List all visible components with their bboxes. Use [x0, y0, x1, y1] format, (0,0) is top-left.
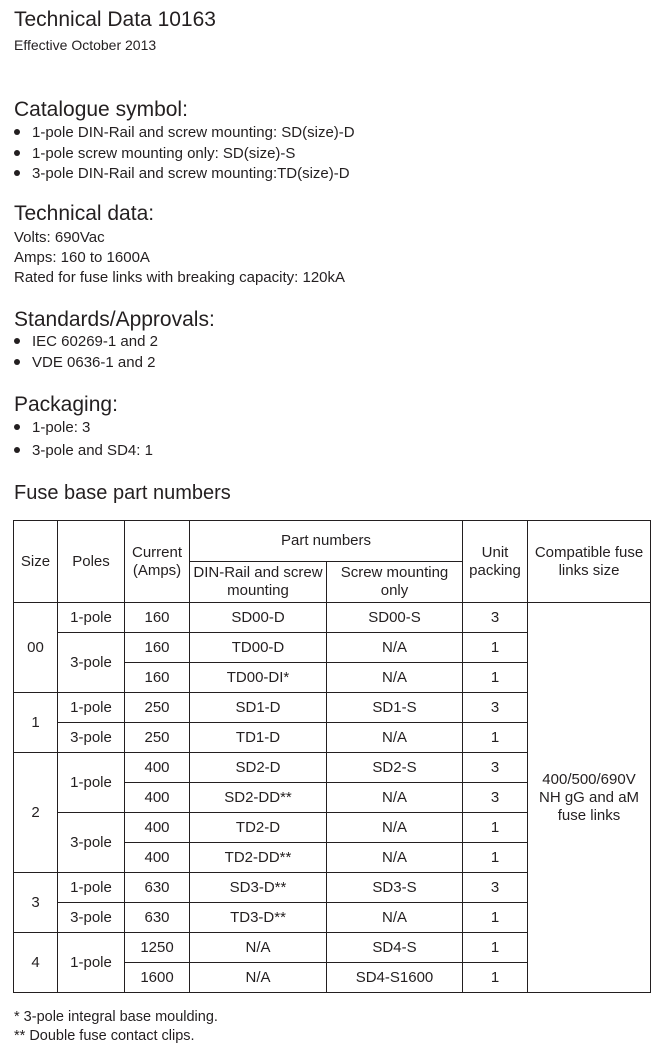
catalogue-item-text: 1-pole DIN-Rail and screw mounting: SD(size)-D [32, 124, 355, 141]
cell-current: 250 [125, 693, 190, 723]
packaging-heading: Packaging: [14, 393, 118, 416]
document-date: Effective October 2013 [14, 37, 157, 53]
header-compatible: Compatible fuse links size [528, 521, 651, 603]
bullet-icon [14, 150, 20, 156]
cell-screw-part: SD1-S [327, 693, 463, 723]
standards-item-text: IEC 60269-1 and 2 [32, 333, 158, 350]
cell-din-part: TD00-DI* [190, 663, 327, 693]
cell-poles: 1-pole [58, 933, 125, 993]
cell-poles: 1-pole [58, 873, 125, 903]
technical-heading: Technical data: [14, 202, 155, 225]
cell-poles: 3-pole [58, 723, 125, 753]
cell-unit: 1 [463, 663, 528, 693]
packaging-item-text: 3-pole and SD4: 1 [32, 442, 153, 459]
cell-unit: 3 [463, 753, 528, 783]
fuse-base-table [13, 520, 651, 993]
cell-size: 1 [14, 693, 58, 753]
bullet-icon [14, 338, 20, 344]
header-screw-mounting: Screw mounting only [327, 562, 463, 603]
cell-din-part: TD3-D** [190, 903, 327, 933]
cell-current: 630 [125, 903, 190, 933]
document-title: Technical Data 10163 [14, 8, 216, 31]
packaging-item [14, 419, 90, 436]
bullet-icon [14, 359, 20, 365]
bullet-icon [14, 170, 20, 176]
cell-din-part: TD1-D [190, 723, 327, 753]
cell-current: 1600 [125, 963, 190, 993]
cell-din-part: SD2-DD** [190, 783, 327, 813]
table-heading: Fuse base part numbers [14, 482, 231, 504]
cell-unit: 1 [463, 843, 528, 873]
cell-screw-part: N/A [327, 723, 463, 753]
cell-poles: 3-pole [58, 633, 125, 693]
cell-unit: 3 [463, 693, 528, 723]
cell-screw-part: N/A [327, 663, 463, 693]
cell-poles: 1-pole [58, 753, 125, 813]
cell-din-part: SD00-D [190, 603, 327, 633]
standards-item-text: VDE 0636-1 and 2 [32, 354, 156, 371]
cell-din-part: TD2-DD** [190, 843, 327, 873]
cell-poles: 1-pole [58, 693, 125, 723]
packaging-item-text: 1-pole: 3 [32, 419, 91, 436]
cell-unit: 1 [463, 633, 528, 663]
bullet-icon [14, 424, 20, 430]
cell-screw-part: N/A [327, 903, 463, 933]
catalogue-item-text: 3-pole DIN-Rail and screw mounting:TD(size)-D [32, 165, 350, 182]
cell-din-part: SD2-D [190, 753, 327, 783]
cell-current: 160 [125, 663, 190, 693]
bullet-icon [14, 129, 20, 135]
cell-current: 1250 [125, 933, 190, 963]
cell-screw-part: N/A [327, 633, 463, 663]
standards-heading: Standards/Approvals: [14, 308, 215, 331]
cell-din-part: SD1-D [190, 693, 327, 723]
cell-current: 250 [125, 723, 190, 753]
cell-unit: 3 [463, 783, 528, 813]
cell-unit: 1 [463, 933, 528, 963]
catalogue-item-text: 1-pole screw mounting only: SD(size)-S [32, 145, 296, 162]
cell-screw-part: N/A [327, 813, 463, 843]
cell-unit: 1 [463, 723, 528, 753]
cell-unit: 3 [463, 873, 528, 903]
cell-poles: 1-pole [58, 603, 125, 633]
catalogue-item [14, 145, 295, 162]
technical-line-amps: Amps: 160 to 1600A [14, 249, 150, 266]
technical-line-capacity: Rated for fuse links with breaking capacity: 120kA [14, 269, 346, 286]
bullet-icon [14, 447, 20, 453]
header-poles: Poles [58, 521, 125, 603]
cell-din-part: N/A [190, 963, 327, 993]
cell-size: 4 [14, 933, 58, 993]
cell-size: 3 [14, 873, 58, 933]
standards-item [14, 354, 155, 371]
footnote-double-clips: ** Double fuse contact clips. [14, 1028, 195, 1044]
cell-screw-part: N/A [327, 783, 463, 813]
standards-item [14, 333, 158, 350]
cell-current: 400 [125, 783, 190, 813]
cell-screw-part: SD3-S [327, 873, 463, 903]
cell-screw-part: SD2-S [327, 753, 463, 783]
header-size: Size [14, 521, 58, 603]
cell-current: 400 [125, 843, 190, 873]
cell-size: 00 [14, 603, 58, 693]
header-din-rail: DIN-Rail and screw mounting [190, 562, 327, 603]
catalogue-item [14, 165, 350, 182]
cell-din-part: N/A [190, 933, 327, 963]
cell-current: 160 [125, 633, 190, 663]
cell-poles: 3-pole [58, 903, 125, 933]
header-part-numbers: Part numbers [190, 521, 463, 562]
cell-current: 160 [125, 603, 190, 633]
cell-din-part: TD2-D [190, 813, 327, 843]
cell-compatible: 400/500/690V NH gG and aM fuse links [528, 603, 651, 993]
footnote-integral-base: * 3-pole integral base moulding. [14, 1009, 218, 1025]
cell-current: 400 [125, 813, 190, 843]
technical-line-volts: Volts: 690Vac [14, 229, 105, 246]
catalogue-item [14, 124, 355, 141]
cell-screw-part: N/A [327, 843, 463, 873]
cell-screw-part: SD00-S [327, 603, 463, 633]
cell-unit: 1 [463, 903, 528, 933]
cell-unit: 1 [463, 963, 528, 993]
cell-din-part: SD3-D** [190, 873, 327, 903]
cell-din-part: TD00-D [190, 633, 327, 663]
cell-screw-part: SD4-S1600 [327, 963, 463, 993]
header-current: Current (Amps) [125, 521, 190, 603]
header-unit-packing: Unit packing [463, 521, 528, 603]
packaging-item [14, 442, 153, 459]
catalogue-heading: Catalogue symbol: [14, 98, 188, 121]
cell-size: 2 [14, 753, 58, 873]
cell-poles: 3-pole [58, 813, 125, 873]
cell-current: 630 [125, 873, 190, 903]
cell-unit: 3 [463, 603, 528, 633]
cell-unit: 1 [463, 813, 528, 843]
cell-current: 400 [125, 753, 190, 783]
cell-screw-part: SD4-S [327, 933, 463, 963]
